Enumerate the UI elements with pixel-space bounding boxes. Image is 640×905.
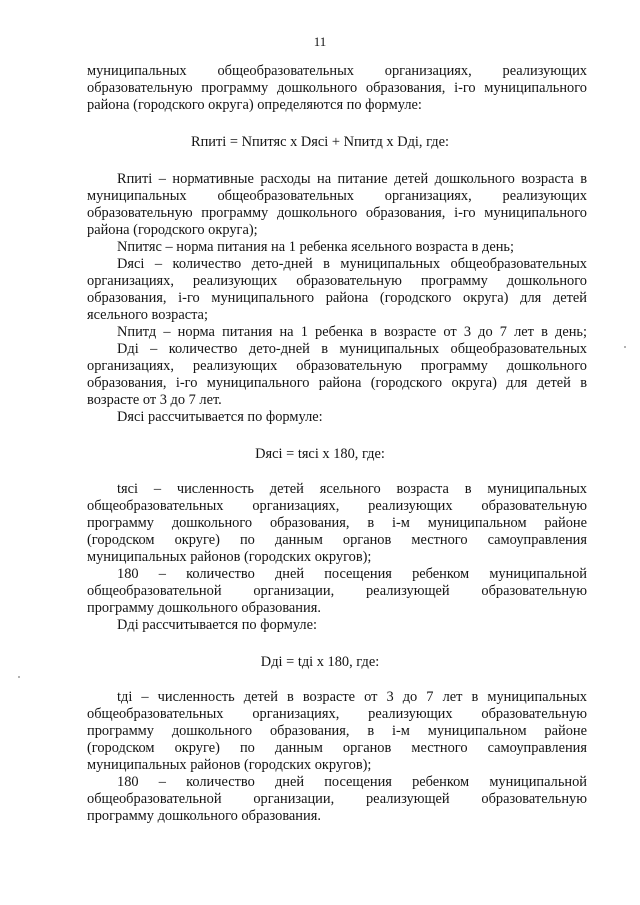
text-line: Dясi – количество дето-дней в муниципальных общеобразовательных: [117, 256, 587, 272]
text-line: Dдi рассчитывается по формуле:: [117, 617, 317, 633]
page-number: 11: [313, 34, 327, 49]
text-line: программу дошкольного образования, в i-м муниципальном районе: [87, 515, 587, 531]
text-line: района (городского округа) определяются по формуле:: [87, 97, 422, 113]
text-line: образования, i-го муниципального района (городского округа) для детей в: [87, 375, 587, 391]
text-line: общеобразовательных организациях, реализующих образовательную: [87, 498, 587, 514]
text-line: (городском округе) по данным органов местного самоуправления: [87, 740, 587, 756]
formula-line: Dясi = tясi x 180, где:: [255, 446, 385, 462]
text-line: программу дошкольного образования, в i-м муниципальном районе: [87, 723, 587, 739]
text-line: образовательную программу дошкольного образования, i-го муниципального: [87, 80, 587, 96]
text-line: образования, i-го муниципального района (городского округа) для детей: [87, 290, 587, 306]
text-line: организациях, реализующих образовательную программу дошкольного: [87, 358, 587, 374]
text-line: муниципальных общеобразовательных организациях, реализующих: [87, 188, 587, 204]
text-line: общеобразовательной организации, реализующей образовательную: [87, 791, 587, 807]
text-line: муниципальных районов (городских округов);: [87, 757, 372, 773]
scan-speck: [624, 346, 626, 348]
text-line: программу дошкольного образования.: [87, 808, 321, 824]
text-line: 180 – количество дней посещения ребенком муниципальной: [117, 566, 587, 582]
text-line: 180 – количество дней посещения ребенком муниципальной: [117, 774, 587, 790]
text-line: организациях, реализующих образовательную программу дошкольного: [87, 273, 587, 289]
text-line: общеобразовательных организациях, реализующих образовательную: [87, 706, 587, 722]
text-line: возрасте от 3 до 7 лет.: [87, 392, 222, 408]
text-line: Dдi – количество дето-дней в муниципальных общеобразовательных: [117, 341, 587, 357]
scan-speck: [18, 676, 20, 678]
text-line: муниципальных общеобразовательных организациях, реализующих: [87, 63, 587, 79]
text-line: общеобразовательной организации, реализующей образовательную: [87, 583, 587, 599]
text-line: Dясi рассчитывается по формуле:: [117, 409, 323, 425]
text-line: Rпитi – нормативные расходы на питание детей дошкольного возраста в: [117, 171, 587, 187]
text-line: tясi – численность детей ясельного возраста в муниципальных: [117, 481, 587, 497]
formula-line: Dдi = tдi x 180, где:: [260, 654, 380, 670]
text-line: программу дошкольного образования.: [87, 600, 321, 616]
text-line: Nпитд – норма питания на 1 ребенка в возрасте от 3 до 7 лет в день;: [117, 324, 587, 340]
formula-line: Rпитi = Nпитяс x Dясi + Nпитд x Dдi, где:: [190, 134, 449, 150]
text-line: Nпитяс – норма питания на 1 ребенка ясельного возраста в день;: [117, 239, 514, 255]
text-line: муниципальных районов (городских округов);: [87, 549, 372, 565]
text-line: tдi – численность детей в возрасте от 3 до 7 лет в муниципальных: [117, 689, 587, 705]
text-line: ясельного возраста;: [87, 307, 208, 323]
text-line: образовательную программу дошкольного образования, i-го муниципального: [87, 205, 587, 221]
text-line: района (городского округа);: [87, 222, 258, 238]
text-line: (городском округе) по данным органов местного самоуправления: [87, 532, 587, 548]
